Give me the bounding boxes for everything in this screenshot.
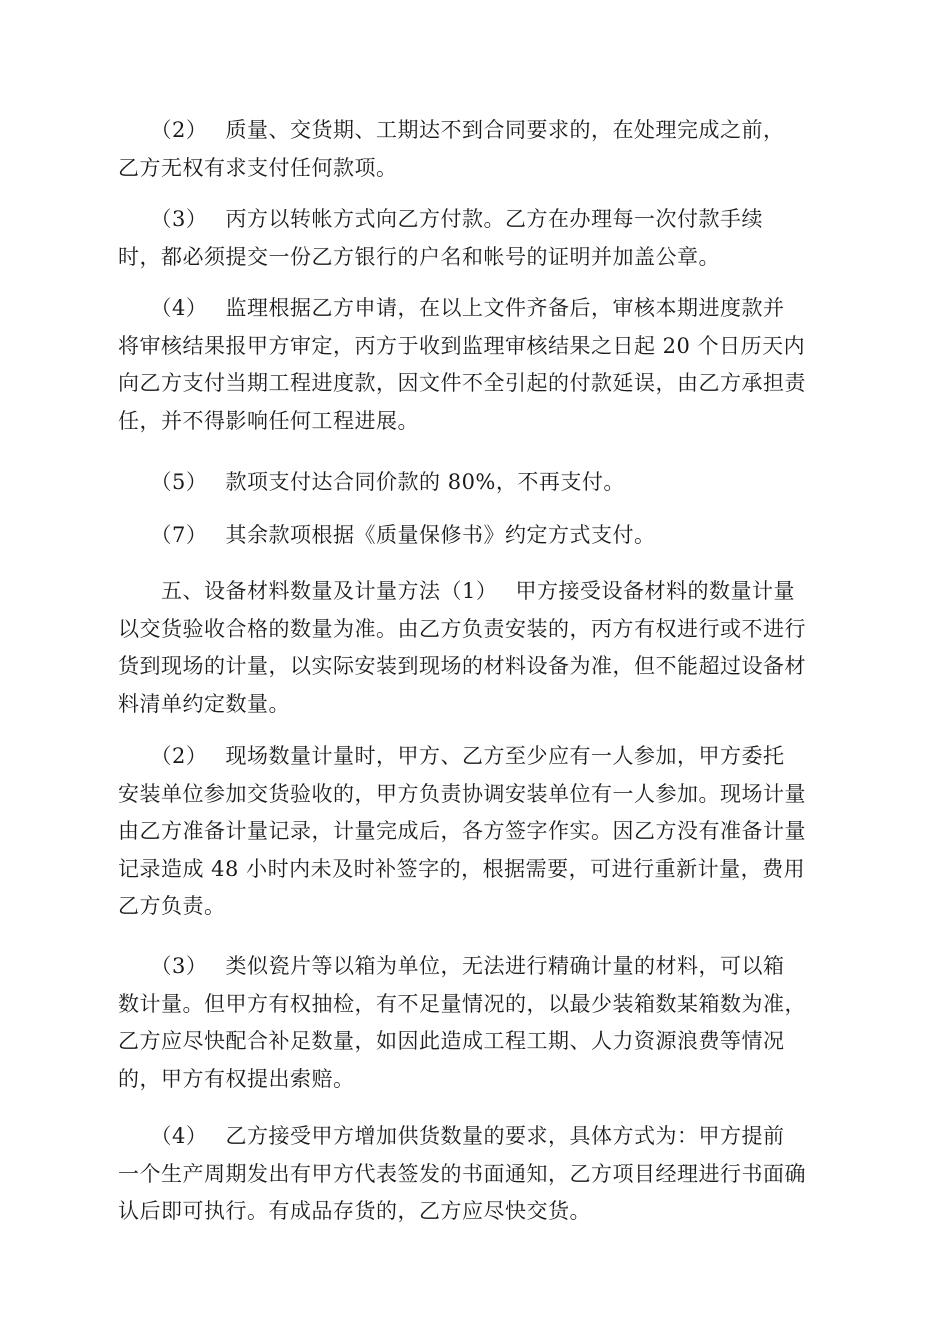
text-line: 乙方应尽快配合补足数量，如因此造成工程工期、人力资源浪费等情况 — [118, 1029, 785, 1053]
text-line: 数计量。但甲方有权抽检，有不足量情况的，以最少装箱数某箱数为准， — [118, 991, 806, 1016]
paragraph-4-5 — [118, 464, 834, 502]
text-line: 一个生产周期发出有甲方代表签发的书面通知，乙方项目经理进行书面确 — [118, 1161, 806, 1186]
text-line: 安装单位参加交货验收的，甲方负责协调安装单位有一人参加。现场计量 — [118, 781, 806, 806]
paragraph-5-4 — [118, 1118, 834, 1231]
text-line: 任，并不得影响任何工程进展。 — [118, 408, 419, 433]
paragraph-5-2 — [118, 738, 834, 926]
text-line: 时，都必须提交一份乙方银行的户名和帐号的证明并加盖公章。 — [118, 244, 720, 269]
paragraph-4-7 — [118, 517, 834, 555]
paragraph-4-4 — [118, 290, 834, 440]
text-line: 乙方负责。 — [118, 894, 226, 918]
text-line: 向乙方支付当期工程进度款，因文件不全引起的付款延误，由乙方承担责 — [118, 371, 806, 395]
text-line: （2） 质量、交货期、工期达不到合同要求的，在处理完成之前， — [118, 118, 785, 142]
text-line: 由乙方准备计量记录，计量完成后，各方签字作实。因乙方没有准备计量 — [118, 819, 806, 843]
text-line: 乙方无权有求支付任何款项。 — [118, 155, 398, 180]
text-line: 认后即可执行。有成品存货的，乙方应尽快交货。 — [118, 1199, 591, 1223]
text-line: （7） 其余款项根据《质量保修书》约定方式支付。 — [118, 523, 656, 547]
text-line: 五、设备材料数量及计量方法（1） 甲方接受设备材料的数量计量 — [118, 579, 796, 603]
text-line: （4） 监理根据乙方申请，在以上文件齐备后，审核本期进度款并 — [118, 296, 785, 320]
paragraph-4-3 — [118, 201, 834, 276]
text-line: （3） 类似瓷片等以箱为单位，无法进行精确计量的材料，可以箱 — [118, 954, 785, 978]
text-line: 料清单约定数量。 — [118, 691, 290, 716]
paragraph-5-3 — [118, 948, 834, 1098]
text-line: 的，甲方有权提出索赔。 — [118, 1066, 355, 1091]
text-line: 以交货验收合格的数量为准。由乙方负责安装的，丙方有权进行或不进行 — [118, 616, 806, 641]
text-line: （3） 丙方以转帐方式向乙方付款。乙方在办理每一次付款手续 — [118, 207, 764, 231]
section-5-heading-paragraph — [118, 573, 834, 723]
paragraph-4-2 — [118, 112, 834, 187]
text-line: 货到现场的计量，以实际安装到现场的材料设备为准，但不能超过设备材 — [118, 654, 806, 678]
text-line: 将审核结果报甲方审定，丙方于收到监理审核结果之日起 20 个日历天内 — [118, 333, 806, 358]
text-line: 记录造成 48 小时内未及时补签字的，根据需要，可进行重新计量，费用 — [118, 856, 806, 881]
text-line: （5） 款项支付达合同价款的 80%，不再支付。 — [118, 470, 625, 494]
text-line: （4） 乙方接受甲方增加供货数量的要求，具体方式为：甲方提前 — [118, 1124, 785, 1148]
text-line: （2） 现场数量计量时，甲方、乙方至少应有一人参加，甲方委托 — [118, 744, 785, 768]
